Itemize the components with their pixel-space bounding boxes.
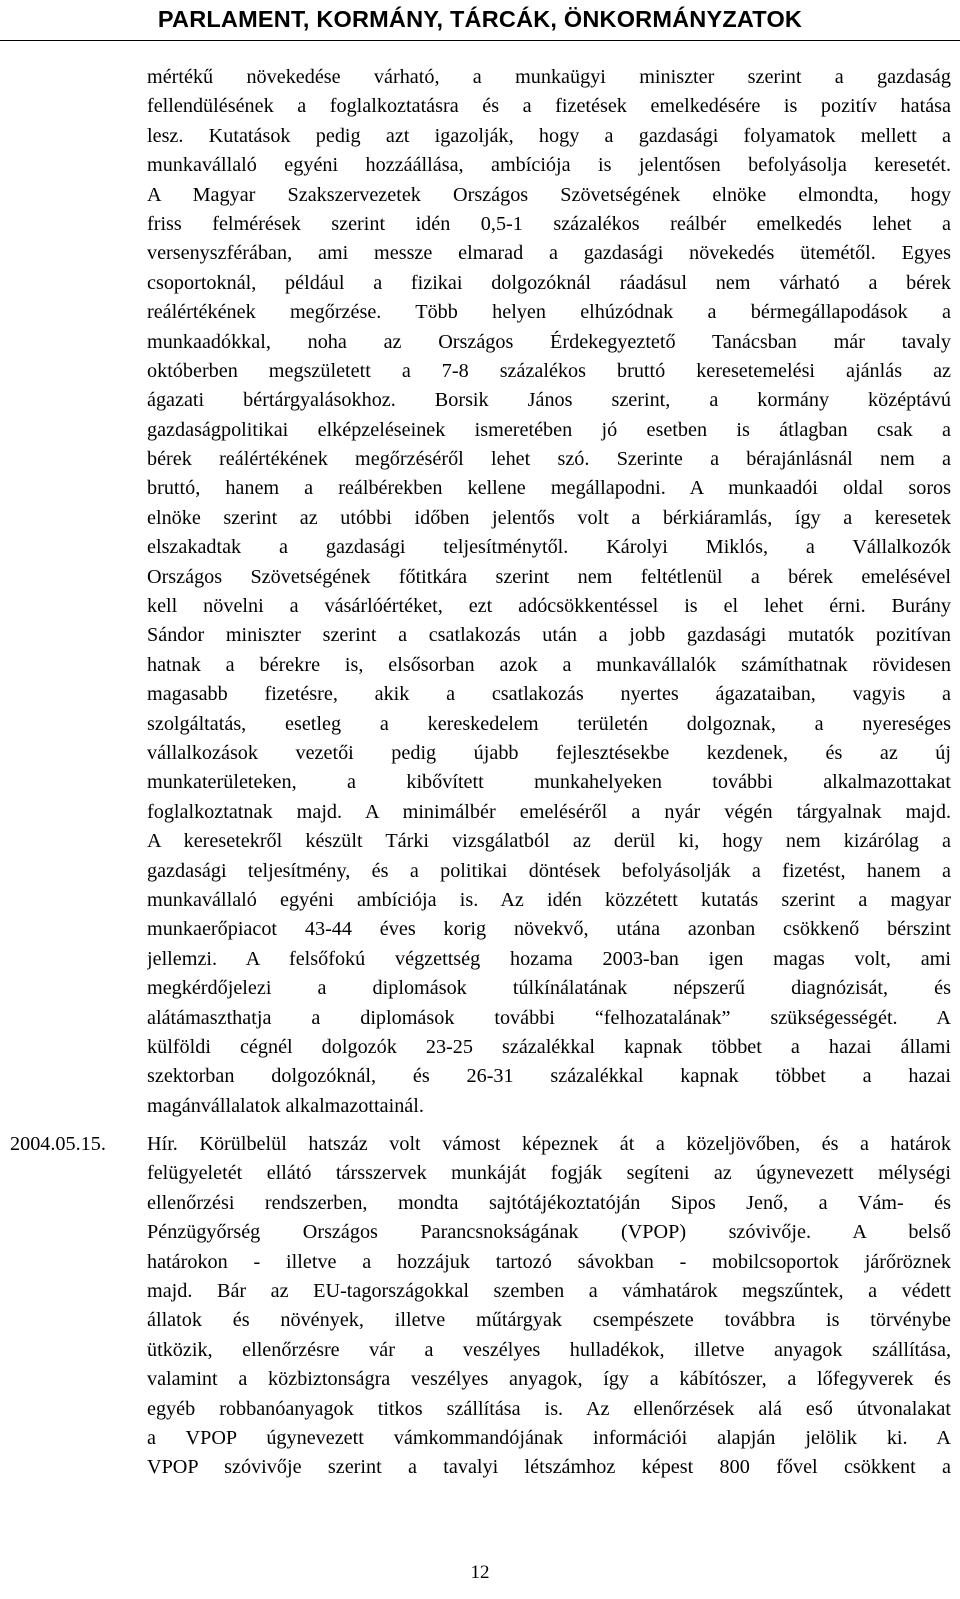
text-line: jellemzi. A felsőfokú végzettség hozama 2003-ban igen magas volt, ami: [147, 947, 951, 970]
text-line: októberben megszületett a 7-8 százalékos bruttó keresetemelési ajánlás az: [147, 359, 951, 382]
text-line: Hír. Körülbelül hatszáz volt vámost képeznek át a közeljövőben, és a határok: [147, 1133, 951, 1155]
text-line: Pénzügyőrség Országos Parancsnokságának (VPOP) szóvivője. A belső: [147, 1221, 951, 1244]
text-line: munkavállaló egyéni hozzáállása, ambíciója is jelentősen befolyásolja keresetét.: [147, 154, 951, 177]
text-line: A Magyar Szakszervezetek Országos Szövetségének elnöke elmondta, hogy: [147, 183, 951, 206]
entry-body: [147, 1130, 951, 1483]
text-line: hatnak a bérekre is, elsősorban azok a munkavállalók számíthatnak rövidesen: [147, 653, 951, 676]
text-line: elnöke szerint az utóbbi időben jelentős volt a bérkiáramlás, így a keresetek: [147, 506, 951, 529]
text-line: szektorban dolgozóknál, és 26-31 százalékkal kapnak többet a hazai: [147, 1065, 951, 1088]
text-line: külföldi cégnél dolgozók 23-25 százalékkal kapnak többet a hazai állami: [147, 1035, 951, 1058]
text-line: A keresetekről készült Tárki vizsgálatból az derül ki, hogy nem kizárólag a: [147, 830, 951, 853]
text-line: bruttó, hanem a reálbérekben kellene megállapodni. A munkaadói oldal soros: [147, 477, 951, 500]
text-line: ütközik, ellenőrzésre vár a veszélyes hulladékok, illetve anyagok szállítása,: [147, 1338, 951, 1361]
text-line: Országos Szövetségének főtitkára szerint nem feltétlenül a bérek emelésével: [147, 565, 951, 588]
text-line: magasabb fizetésre, akik a csatlakozás nyertes ágazataiban, vagyis a: [147, 683, 951, 706]
text-line: Sándor miniszter szerint a csatlakozás után a jobb gazdasági mutatók pozitívan: [147, 624, 951, 647]
text-line: mértékű növekedése várható, a munkaügyi miniszter szerint a gazdaság: [147, 66, 951, 88]
entry-date: 2004.05.15.: [10, 1133, 106, 1155]
text-line: majd. Bár az EU-tagországokkal szemben a vámhatárok megszűntek, a védett: [147, 1279, 951, 1302]
text-line: munkavállaló egyéni ambíciója is. Az idén közzétett kutatás szerint a magyar: [147, 888, 951, 911]
text-line: foglalkoztatnak majd. A minimálbér emeléséről a nyár végén tárgyalnak majd.: [147, 800, 951, 823]
text-line: szolgáltatás, esetleg a kereskedelem területén dolgoznak, a nyereséges: [147, 712, 951, 735]
text-line: munkaerőpiacot 43-44 éves korig növekvő, utána azonban csökkenő bérszint: [147, 918, 951, 941]
text-line: megkérdőjelezi a diplomások túlkínálatának népszerű diagnózisát, és: [147, 977, 951, 1000]
text-line: kell növelni a vásárlóértéket, ezt adócsökkentéssel is el lehet érni. Burány: [147, 595, 951, 618]
header-rule: [0, 40, 960, 41]
text-line: friss felmérések szerint idén 0,5-1 százalékos reálbér emelkedés lehet a: [147, 212, 951, 235]
text-line: a VPOP úgynevezett vámkommandójának információi alapján jelölik ki. A: [147, 1426, 951, 1449]
text-line: versenyszférában, ami messze elmarad a gazdasági növekedés ütemétől. Egyes: [147, 242, 951, 265]
text-line: állatok és növények, illetve műtárgyak csempészete továbbra is törvénybe: [147, 1309, 951, 1332]
text-line: ellenőrzési rendszerben, mondta sajtótájékoztatóján Sipos Jenő, a Vám- és: [147, 1191, 951, 1214]
text-line: munkaadókkal, noha az Országos Érdekegyeztető Tanácsban már tavaly: [147, 330, 951, 353]
text-line: csoportoknál, például a fizikai dolgozóknál ráadásul nem várható a bérek: [147, 271, 951, 294]
text-line: elszakadtak a gazdasági teljesítménytől. Károlyi Miklós, a Vállalkozók: [147, 536, 951, 559]
text-line: reálértékének megőrzése. Több helyen elhúzódnak a bérmegállapodások a: [147, 301, 951, 324]
page-number: 12: [470, 1562, 490, 1583]
text-line: fellendülésének a foglalkoztatásra és a fizetések emelkedésére is pozitív hatása: [147, 95, 951, 118]
text-line: lesz. Kutatások pedig azt igazolják, hogy a gazdasági folyamatok mellett a: [147, 124, 951, 147]
text-line: ágazati bértárgyalásokhoz. Borsik János szerint, a kormány középtávú: [147, 389, 951, 412]
entry-body: [147, 63, 951, 1121]
text-line: alátámaszthatja a diplomások további “felhozatalának” szükségességét. A: [147, 1006, 951, 1029]
text-line: bérek reálértékének megőrzéséről lehet szó. Szerinte a bérajánlásnál nem a: [147, 448, 951, 471]
text-line: felügyeletét ellátó társszervek munkáját fogják segíteni az úgynevezett mélységi: [147, 1162, 951, 1185]
text-line: vállalkozások vezetői pedig újabb fejlesztésekbe kezdenek, és az új: [147, 741, 951, 764]
text-line: munkaterületeken, a kibővített munkahelyeken további alkalmazottakat: [147, 771, 951, 794]
text-line: határokon - illetve a hozzájuk tartozó sávokban - mobilcsoportok járőröznek: [147, 1250, 951, 1273]
text-line: gazdaságpolitikai elképzeléseinek ismeretében jó esetben is átlagban csak a: [147, 418, 951, 441]
text-line: magánvállalatok alkalmazottainál.: [147, 1094, 424, 1117]
text-line: gazdasági teljesítmény, és a politikai döntések befolyásolják a fizetést, hanem a: [147, 859, 951, 882]
running-header: PARLAMENT, KORMÁNY, TÁRCÁK, ÖNKORMÁNYZATOK: [157, 6, 803, 32]
text-line: egyéb robbanóanyagok titkos szállítása is. Az ellenőrzések alá eső útvonalakat: [147, 1397, 951, 1420]
text-line: VPOP szóvivője szerint a tavalyi létszámhoz képest 800 fővel csökkent a: [147, 1456, 951, 1479]
text-line: valamint a közbiztonságra veszélyes anyagok, így a kábítószer, a lőfegyverek és: [147, 1368, 951, 1391]
